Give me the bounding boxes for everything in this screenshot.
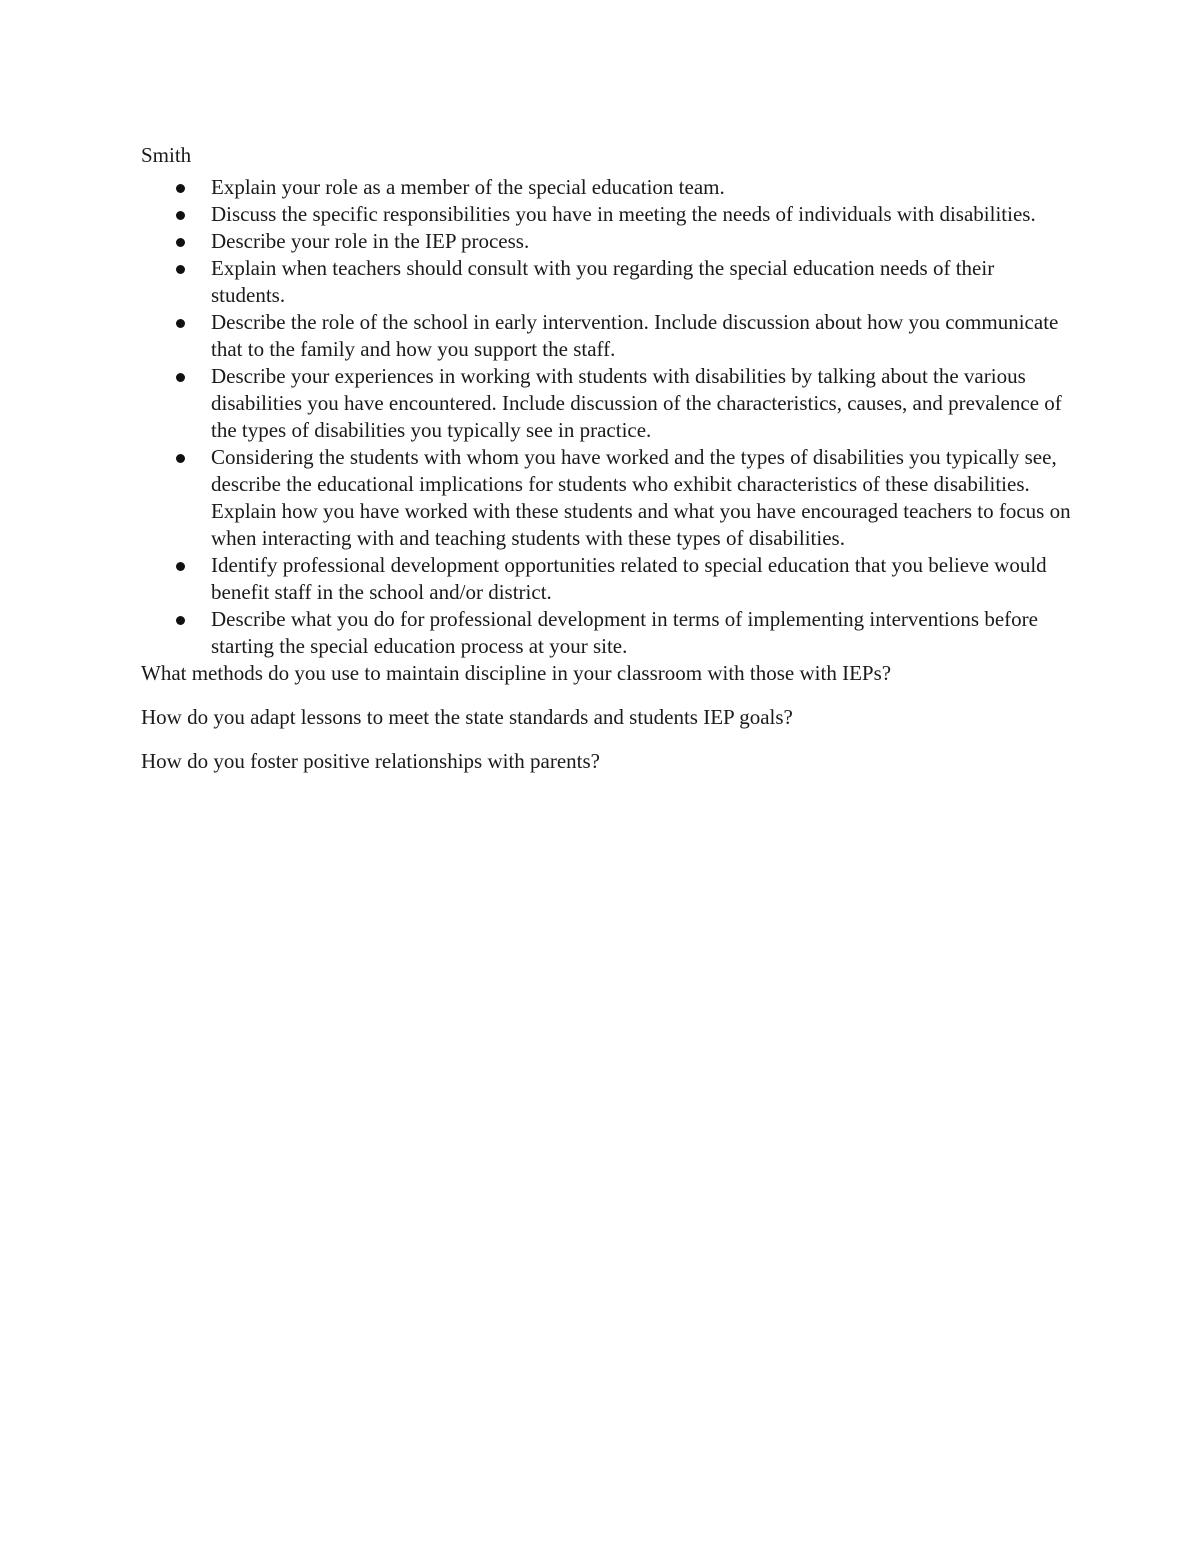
list-item-text: Discuss the specific responsibilities you have in meeting the needs of individuals with disabilities. [211,202,1036,226]
list-item [141,255,1071,309]
list-item [141,309,1071,363]
bullet-list [141,174,1071,660]
list-item-text: Describe what you do for professional development in terms of implementing interventions before starting the special education process at your site. [211,607,1038,658]
list-item [141,606,1071,660]
bullet-icon [176,319,185,328]
bullet-icon [176,265,185,274]
bullet-icon [176,454,185,463]
bullet-icon [176,211,185,220]
list-item [141,363,1071,444]
list-item [141,174,1071,201]
list-item [141,444,1071,552]
question-adapt-lessons: How do you adapt lessons to meet the state standards and students IEP goals? [141,705,793,729]
list-item [141,228,1071,255]
bullet-icon [176,238,185,247]
list-item-text: Explain your role as a member of the special education team. [211,175,725,199]
document-body [141,142,1071,775]
list-item-text: Identify professional development opportunities related to special education that you believe would benefit staff in the school and/or district. [211,553,1047,604]
question-discipline: What methods do you use to maintain discipline in your classroom with those with IEPs? [141,661,892,685]
list-item [141,552,1071,606]
list-item-text: Considering the students with whom you have worked and the types of disabilities you typically see, describe the educational implications for students who exhibit characteristics of these disabilities. Explain how you have worked with these students and what you have encouraged teachers to focus on when interacting with and teaching students with these types of disabilities. [211,445,1071,550]
document-heading: Smith [141,143,192,167]
list-item-text: Describe your experiences in working with students with disabilities by talking about the various disabilities you have encountered. Include discussion of the characteristics, causes, and prevalence of the types of disabilities you typically see in practice. [211,364,1062,442]
list-item-text: Explain when teachers should consult with you regarding the special education needs of their students. [211,256,995,307]
bullet-icon [176,184,185,193]
bullet-icon [176,373,185,382]
list-item [141,201,1071,228]
list-item-text: Describe your role in the IEP process. [211,229,530,253]
list-item-text: Describe the role of the school in early intervention. Include discussion about how you communicate that to the family and how you support the staff. [211,310,1059,361]
question-parent-relationships: How do you foster positive relationships with parents? [141,749,601,773]
bullet-icon [176,616,185,625]
bullet-icon [176,562,185,571]
